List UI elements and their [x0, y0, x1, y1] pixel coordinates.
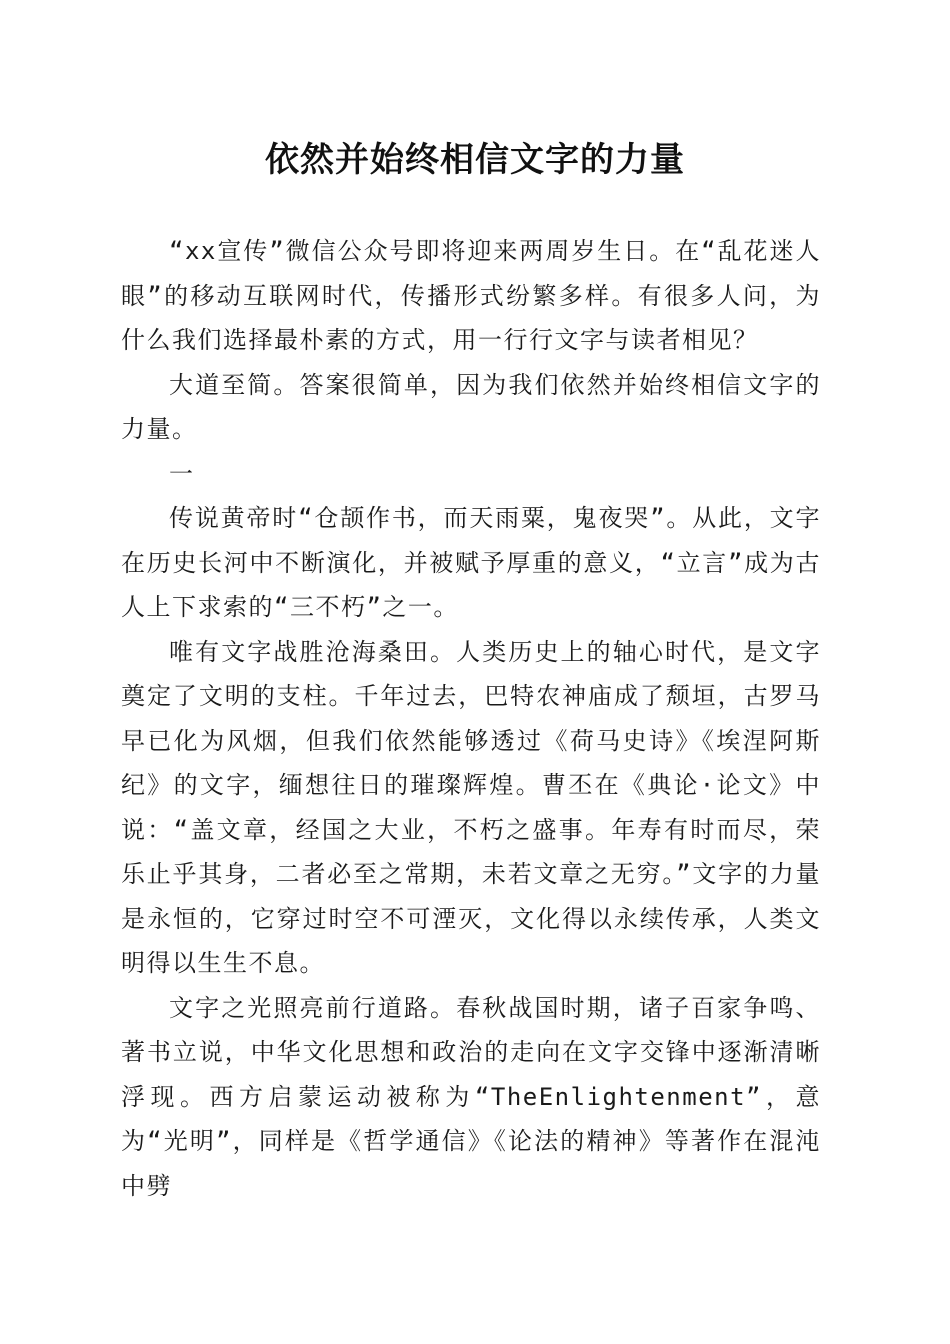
paragraph-intro: “xx宣传”微信公众号即将迎来两周岁生日。在“乱花迷人眼”的移动互联网时代，传播形式纷繁多样。有很多人问，为什么我们选择最朴素的方式，用一行行文字与读者相见？ — [121, 237, 821, 354]
document-body — [121, 229, 821, 1208]
document-title: 依然并始终相信文字的力量 — [265, 140, 685, 180]
paragraph-civilization: 唯有文字战胜沧海桑田。人类历史上的轴心时代，是文字奠定了文明的支柱。千年过去，巴特农神庙成了颓垣，古罗马早已化为风烟，但我们依然能够透过《荷马史诗》《埃涅阿斯纪》的文字，缅想往日的璀璨辉煌。曹丕在《典论·论文》中说：“盖文章，经国之大业，不朽之盛事。年寿有时而尽，荣乐止乎其身，二者必至之常期，未若文章之无穷。”文字的力量是永恒的，它穿过时空不可湮灭，文化得以永续传承，人类文明得以生生不息。 — [121, 637, 821, 977]
section-number: 一 — [169, 459, 195, 488]
paragraph-legend: 传说黄帝时“仓颉作书，而天雨粟，鬼夜哭”。从此，文字在历史长河中不断演化，并被赋予厚重的意义，“立言”成为古人上下求索的“三不朽”之一。 — [121, 504, 821, 621]
paragraph-answer: 大道至简。答案很简单，因为我们依然并始终相信文字的力量。 — [121, 370, 821, 443]
paragraph-light: 文字之光照亮前行道路。春秋战国时期，诸子百家争鸣、著书立说，中华文化思想和政治的走向在文字交锋中逐渐清晰浮现。西方启蒙运动被称为“TheEnlightenment”，意为“光明”，同样是《哲学通信》《论法的精神》等著作在混沌中劈 — [121, 993, 821, 1200]
